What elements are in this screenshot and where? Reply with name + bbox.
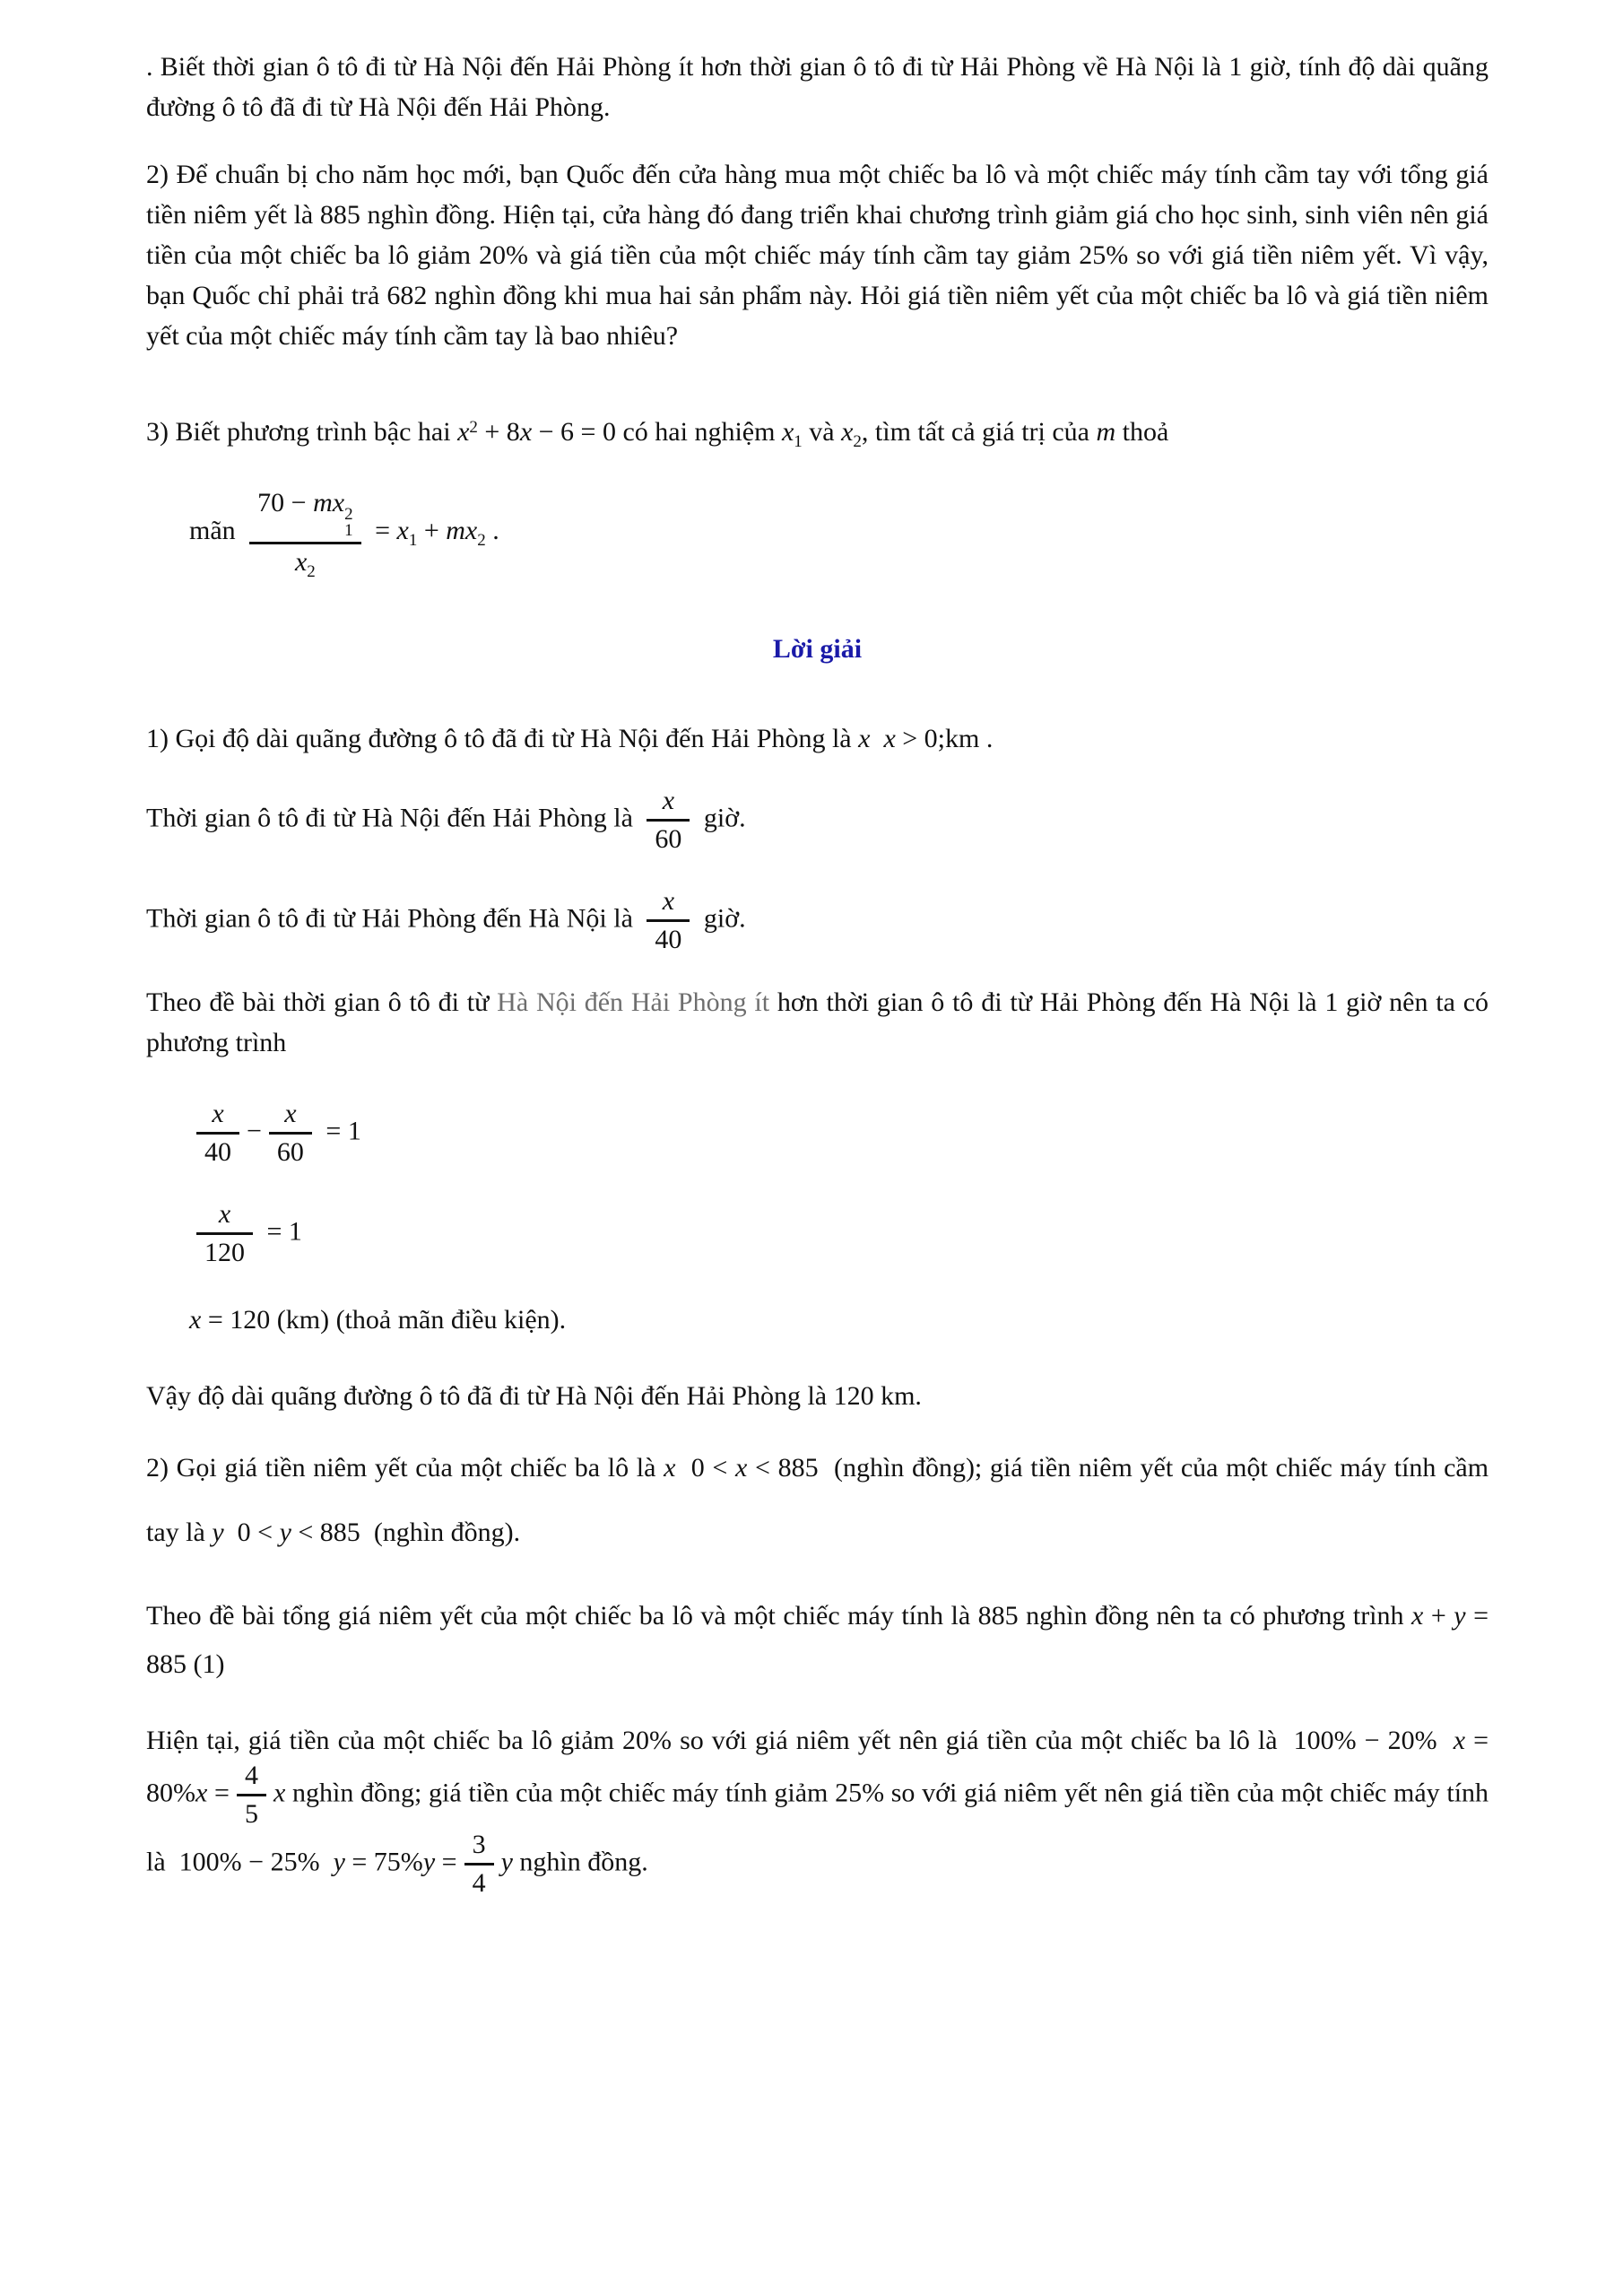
denominator: 40 <box>204 1137 231 1167</box>
travel-time-hn-hp <box>146 786 1488 855</box>
problem-2-statement <box>146 154 1488 356</box>
condition-equation <box>146 488 1488 581</box>
problem-1-text: . Biết thời gian ô tô đi từ Hà Nội đến Hải Phòng ít hơn thời gian ô tô đi từ Hải Phòng về Hà Nội là 1 giờ, tính độ dài quãng đường ô tô đã đi từ Hà Nội đến Hải Phòng. <box>146 52 1488 122</box>
numerator: 4 <box>244 1761 258 1790</box>
discount-text: Hiện tại, giá tiền của một chiếc ba lô giảm 20% so với giá niêm yết nên giá tiền của một chiếc ba <box>146 1726 1221 1755</box>
var-x: x <box>284 1099 297 1128</box>
discount-text: nghìn đồng; giá tiền của một chiếc máy tính giảm 25% so với <box>291 1778 958 1808</box>
equals-sign: = <box>375 515 390 545</box>
numerator: 3 <box>472 1830 486 1859</box>
reasoning-text: Theo đề bài thời gian ô tô đi từ <box>146 987 490 1017</box>
condition-text: 0 < <box>690 1453 728 1483</box>
condition-text: > 0;km <box>902 724 980 753</box>
plus-sign: + <box>1430 1601 1446 1631</box>
var-x: x <box>212 1099 224 1128</box>
equation-tag: (1) <box>193 1649 225 1679</box>
solution-2-text: (nghìn đồng). <box>373 1518 521 1547</box>
equation-rhs: = 1 <box>325 1116 361 1146</box>
conclusion-1 <box>146 1376 1488 1416</box>
var-x: x <box>457 417 470 447</box>
var-x: x <box>883 724 896 753</box>
discount-text: lô là <box>1228 1726 1278 1755</box>
var-y: y <box>500 1847 513 1877</box>
condition-text: < 885 <box>755 1453 819 1483</box>
denominator: 60 <box>276 1137 304 1167</box>
solution-1-text: 1) Gọi độ dài quãng đường ô tô đã đi từ Hà Nội đến Hải Phòng là <box>146 724 852 753</box>
var-x: x <box>519 417 533 447</box>
var-x: x <box>858 724 871 753</box>
discount-text: giá niêm yết nên giá tiền của một chiếc máy tính là <box>146 1778 1489 1877</box>
var-x: x <box>332 488 345 517</box>
travel-time-text: Thời gian ô tô đi từ Hà Nội đến Hải Phòng là <box>146 803 633 833</box>
problem-3-text: và <box>809 417 835 447</box>
exponent: 2 <box>469 418 478 437</box>
condition-text: < 885 <box>298 1518 360 1547</box>
percent-expression: 100% − 25% <box>178 1847 320 1877</box>
fraction-x-over-60 <box>269 1099 312 1168</box>
subscript: 2 <box>853 432 862 451</box>
period: . <box>985 724 994 753</box>
solution-x-value <box>146 1300 1488 1340</box>
fraction-3-over-4 <box>464 1830 494 1899</box>
var-m: m <box>446 515 465 545</box>
subscript: 1 <box>344 521 353 540</box>
equals-sign: = <box>441 1847 457 1877</box>
sup-sub-stack <box>344 507 353 539</box>
plus-sign: + <box>423 515 439 545</box>
var-x: x <box>664 1453 676 1483</box>
denominator: 40 <box>655 925 682 954</box>
equation-step-2 <box>146 1199 1488 1268</box>
var-x: x <box>218 1199 231 1229</box>
solution-2-intro <box>146 1436 1488 1565</box>
percent-expression: 100% − 20% <box>1293 1726 1437 1755</box>
solution-2-text: (nghìn đồng); giá tiền niêm yết của một chiếc máy tính cầm tay là <box>146 1453 1489 1547</box>
period: . <box>492 515 499 545</box>
subscript: 2 <box>307 562 316 581</box>
var-y: y <box>279 1518 291 1547</box>
highlighted-phrase: Hà Nội đến Hải Phòng ít <box>497 987 770 1017</box>
fraction-x-over-120 <box>196 1199 253 1268</box>
solution-1-intro <box>146 718 1488 759</box>
equals-sign: = <box>214 1778 230 1808</box>
condition-text: mãn <box>189 515 236 545</box>
var-x: x <box>189 1305 202 1335</box>
subscript: 1 <box>794 432 803 451</box>
problem-1-statement <box>146 47 1488 127</box>
problem-3-text: thoả <box>1122 417 1169 447</box>
travel-time-hp-hn <box>146 886 1488 955</box>
travel-time-unit: giờ. <box>703 803 746 833</box>
problem-3-text: , tìm tất cả giá trị của <box>861 417 1089 447</box>
var-y: y <box>1454 1601 1466 1631</box>
sum-equation-text: có phương trình <box>1229 1601 1404 1631</box>
fraction-x-over-60 <box>647 786 690 855</box>
solution-heading-text: Lời giải <box>772 634 863 664</box>
var-x: x <box>1411 1601 1424 1631</box>
equation-step-1 <box>146 1099 1488 1168</box>
reasoning-paragraph <box>146 982 1488 1063</box>
var-x: x <box>195 1778 208 1808</box>
var-y: y <box>212 1518 224 1547</box>
condition-text: 0 < <box>237 1518 273 1547</box>
equation-rhs: = 1 <box>266 1216 302 1247</box>
minus-sign: − <box>247 1116 262 1146</box>
equation-rhs: = 885 <box>146 1601 1489 1679</box>
travel-time-unit: giờ. <box>703 903 746 934</box>
fraction-x-over-40 <box>196 1099 239 1168</box>
percent-expression: = 75% <box>352 1847 423 1877</box>
numerator-text: 70 − <box>257 488 307 517</box>
subscript: 2 <box>477 530 486 550</box>
var-m: m <box>313 488 333 517</box>
var-y: y <box>333 1847 345 1877</box>
var-m: m <box>1096 417 1116 447</box>
fraction-x-over-40 <box>647 886 690 955</box>
equation-part: + 8 <box>484 417 520 447</box>
exponent: 2 <box>344 505 353 524</box>
fraction-70-mx1sq-over-x2 <box>249 488 360 581</box>
solution-2-text: 2) Gọi giá tiền niêm yết của một chiếc ba lô là <box>146 1453 656 1483</box>
sum-equation-text: Theo đề bài tổng giá niêm yết của một chiếc ba lô và một chiếc máy tính là 885 nghìn đồng nên ta <box>146 1601 1222 1631</box>
result-text: = 120 (km) (thoả mãn điều kiện). <box>207 1305 567 1335</box>
var-x1: x <box>781 417 794 447</box>
var-x: x <box>662 886 675 916</box>
var-y: y <box>422 1847 436 1877</box>
denominator: 5 <box>244 1799 258 1829</box>
var-x: x <box>735 1453 748 1483</box>
var-x: x <box>1453 1726 1466 1755</box>
problem-2-text: 2) Để chuẩn bị cho năm học mới, bạn Quốc đến cửa hàng mua một chiếc ba lô và một chiếc máy tính cầm tay với tổng giá tiền niêm yết là 885 nghìn đồng. Hiện tại, cửa hàng đó đang triển khai chương trình giảm giá cho học sinh, sinh viên nên giá tiền của một chiếc ba lô giảm 20% và giá tiền của một chiếc máy tính cầm tay giảm 25% so với giá tiền niêm yết. Vì vậy, bạn Quốc chỉ phải trả 682 nghìn đồng khi mua hai sản phẩm này. Hỏi giá tiền niêm yết của một chiếc ba lô và giá tiền niêm yết của một chiếc máy tính cầm tay là bao nhiêu? <box>146 160 1488 351</box>
solution-heading <box>146 629 1488 669</box>
denominator: 60 <box>655 824 682 854</box>
conclusion-1-text: Vậy độ dài quãng đường ô tô đã đi từ Hà Nội đến Hải Phòng là 120 km. <box>146 1381 922 1411</box>
percent-expression: = 80% <box>146 1726 1489 1808</box>
sum-equation-paragraph <box>146 1592 1488 1689</box>
var-x2: x <box>294 547 308 577</box>
problem-3-text: có hai nghiệm <box>622 417 776 447</box>
var-x: x <box>273 1778 286 1808</box>
discount-text: nghìn đồng. <box>519 1847 648 1877</box>
discount-paragraph <box>146 1720 1488 1899</box>
problem-3-text: 3) Biết phương trình bậc hai <box>146 417 451 447</box>
problem-3-statement <box>146 412 1488 452</box>
subscript: 1 <box>408 530 418 550</box>
denominator: 120 <box>204 1238 245 1267</box>
fraction-4-over-5 <box>237 1761 266 1830</box>
var-x2: x <box>841 417 854 447</box>
denominator: 4 <box>472 1868 486 1898</box>
var-x2: x <box>464 515 478 545</box>
var-x: x <box>662 786 675 815</box>
reasoning-text: hơn thời gian ô tô đi từ Hải Phòng đến Hà Nội là 1 giờ nên ta có phương trình <box>146 987 1489 1057</box>
travel-time-text: Thời gian ô tô đi từ Hải Phòng đến Hà Nội là <box>146 903 633 934</box>
var-x1: x <box>396 515 409 545</box>
equation-part: − 6 = 0 <box>538 417 616 447</box>
